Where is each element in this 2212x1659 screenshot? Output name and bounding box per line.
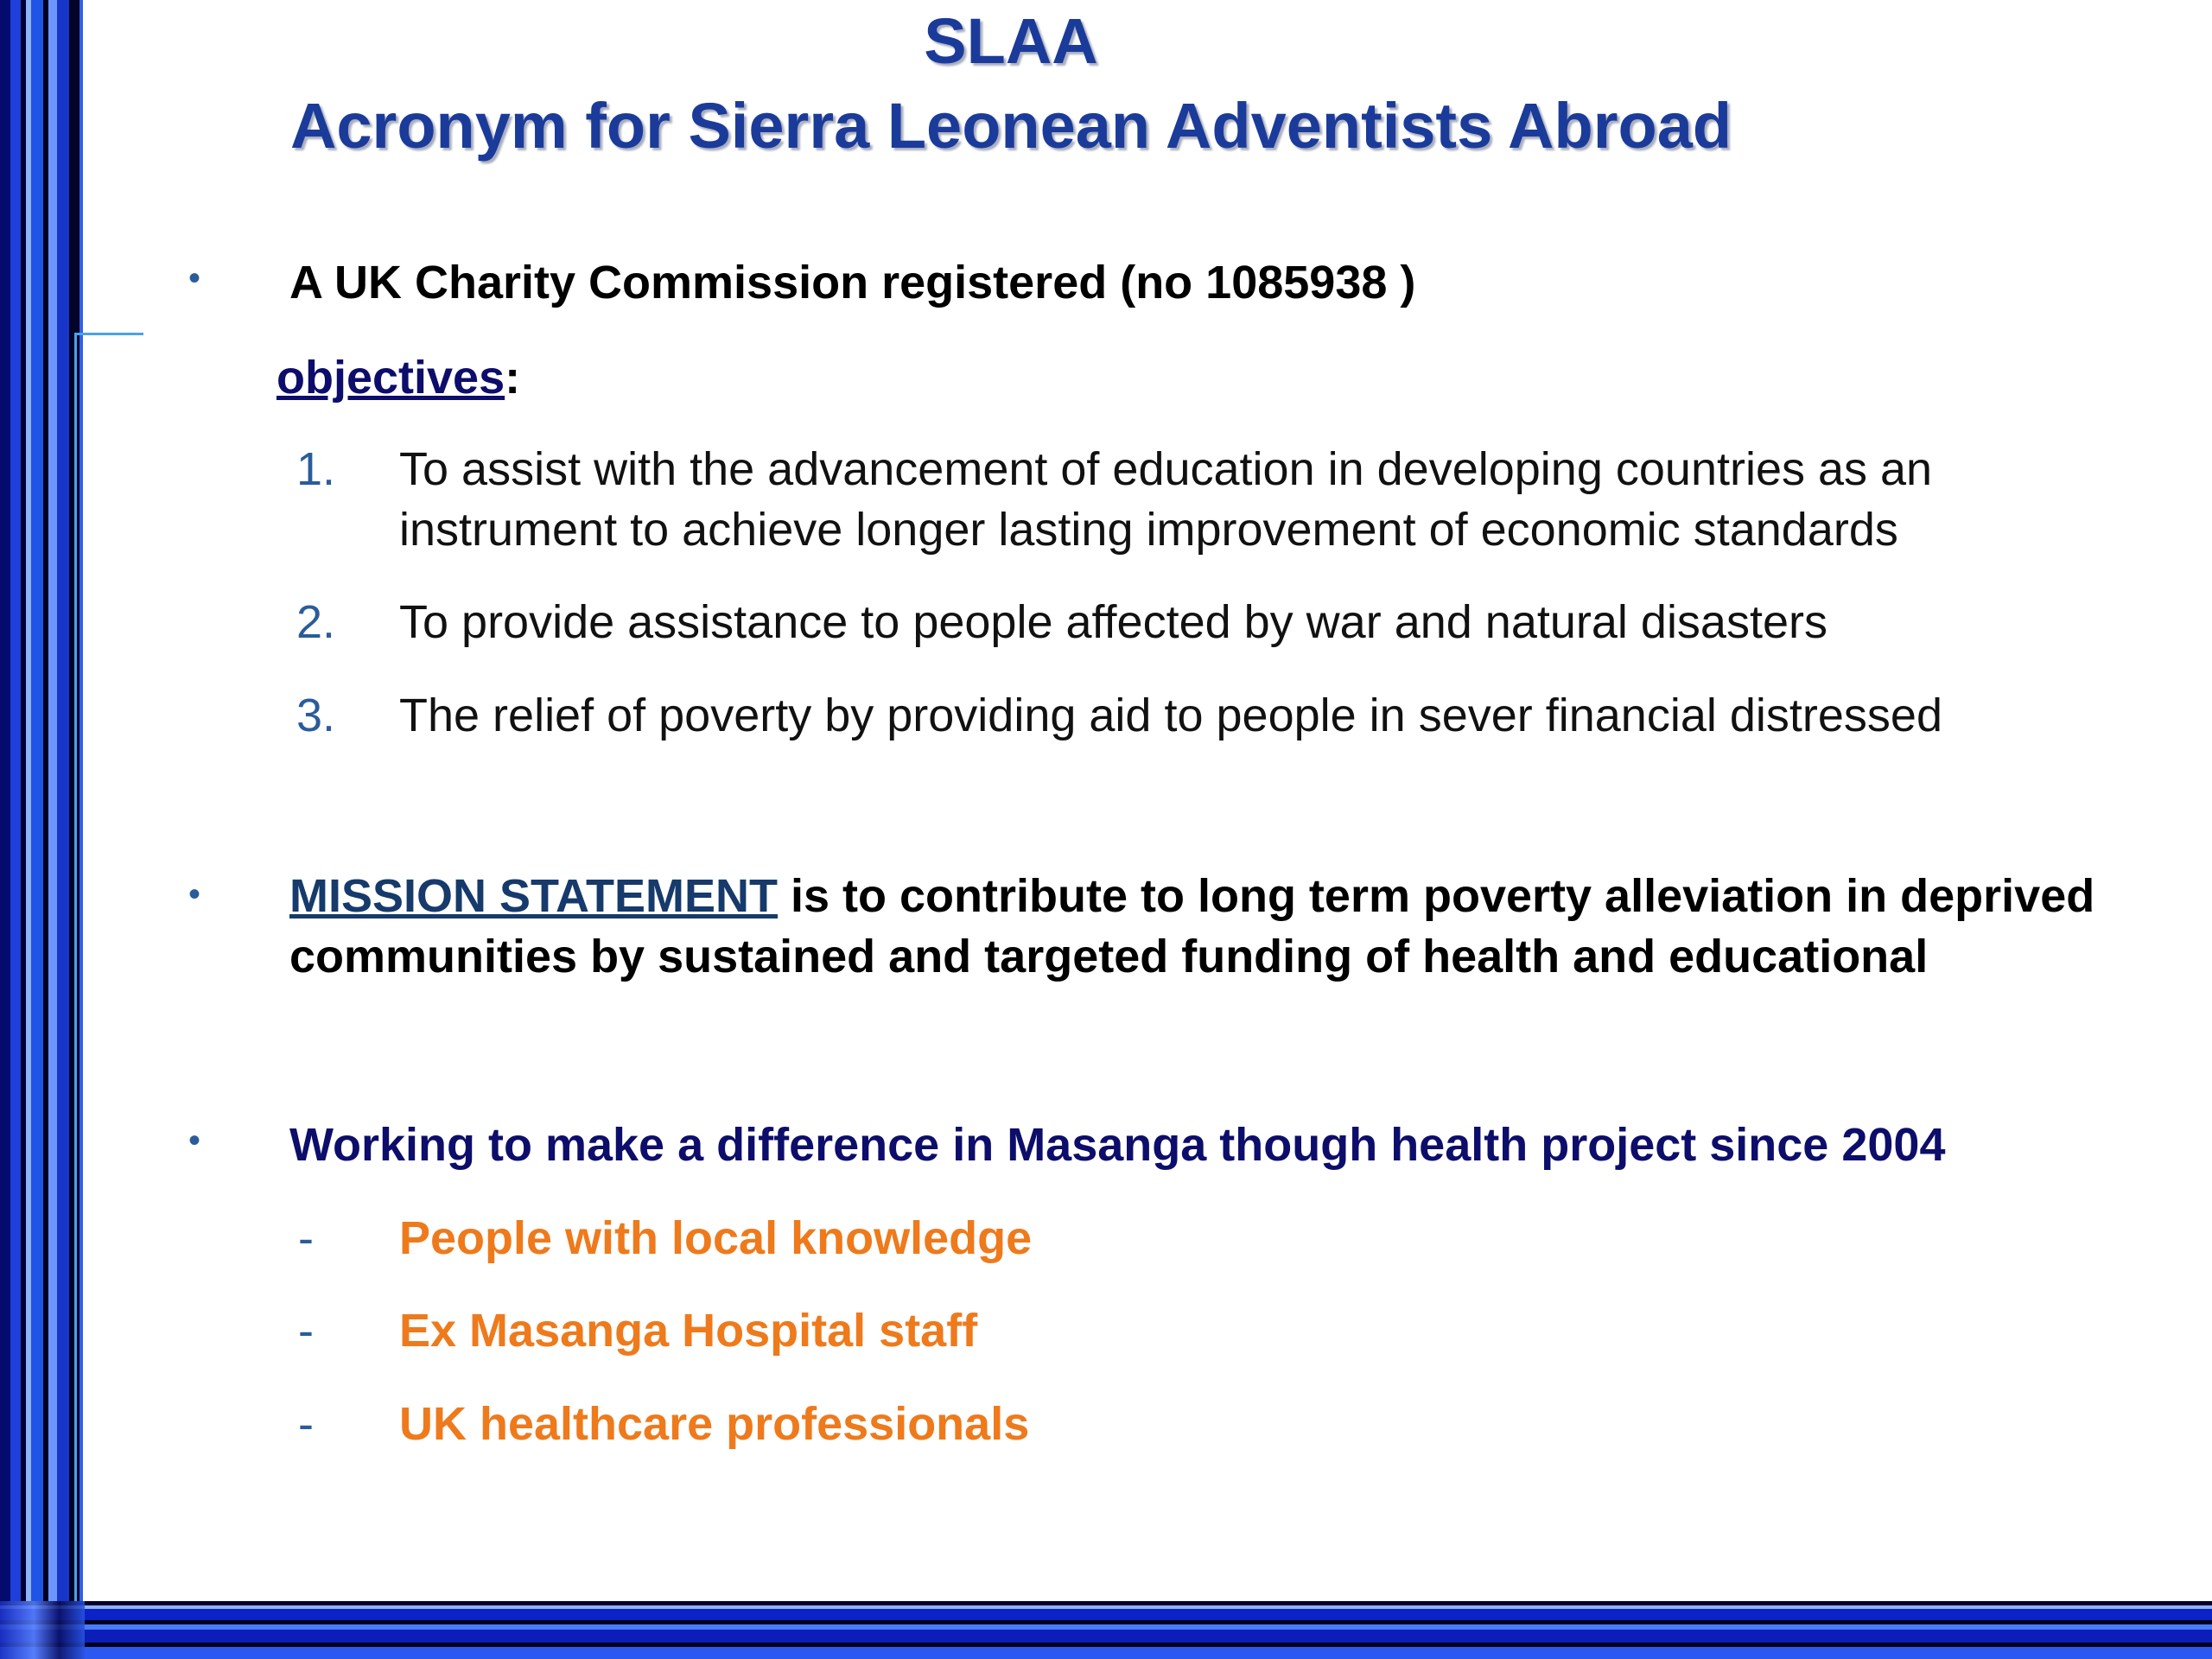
working-text: Working to make a difference in Masanga though health project since 2004: [289, 1119, 1946, 1171]
bullet-icon: •: [188, 875, 201, 913]
registration-text: A UK Charity Commission registered (no 1085938 ): [289, 257, 1416, 308]
objective-number: 2.: [296, 596, 336, 648]
objective-number: 3.: [296, 690, 336, 741]
objective-number: 1.: [296, 443, 336, 495]
mission-text-line2: communities by sustained and targeted funding of health and educational: [289, 931, 1929, 982]
slide-subtitle: Acronym for Sierra Leonean Adventists Abroad: [289, 90, 1732, 162]
dash-bullet: -: [298, 1212, 314, 1264]
corner-decoration: [0, 1601, 85, 1659]
sub-item: UK healthcare professionals: [399, 1398, 1030, 1450]
bullet-icon: •: [188, 259, 201, 297]
accent-line: [74, 333, 143, 335]
objective-text: To assist with the advancement of education in developing countries as an: [399, 443, 1933, 495]
mission-text: is to contribute to long term poverty alleviation in deprived: [778, 870, 2095, 922]
accent-line-vertical: [74, 333, 77, 1601]
sub-item: Ex Masanga Hospital staff: [399, 1305, 978, 1357]
slide-title: SLAA: [924, 5, 1098, 77]
bottom-border-decoration: [0, 1601, 2212, 1659]
sub-item: People with local knowledge: [399, 1212, 1033, 1264]
objectives-label: objectives: [276, 352, 505, 404]
dash-bullet: -: [298, 1398, 314, 1450]
mission-statement: [289, 866, 2094, 926]
objectives-heading: [276, 347, 520, 408]
left-border-decoration: [0, 0, 85, 1659]
objectives-colon: :: [505, 352, 521, 404]
bullet-icon: •: [188, 1122, 201, 1160]
objective-text: The relief of poverty by providing aid to people in sever financial distressed: [399, 690, 1942, 741]
objective-text: instrument to achieve longer lasting improvement of economic standards: [399, 504, 1898, 556]
dash-bullet: -: [298, 1305, 314, 1357]
objective-text: To provide assistance to people affected by war and natural disasters: [399, 596, 1827, 648]
mission-label: MISSION STATEMENT: [289, 870, 778, 922]
